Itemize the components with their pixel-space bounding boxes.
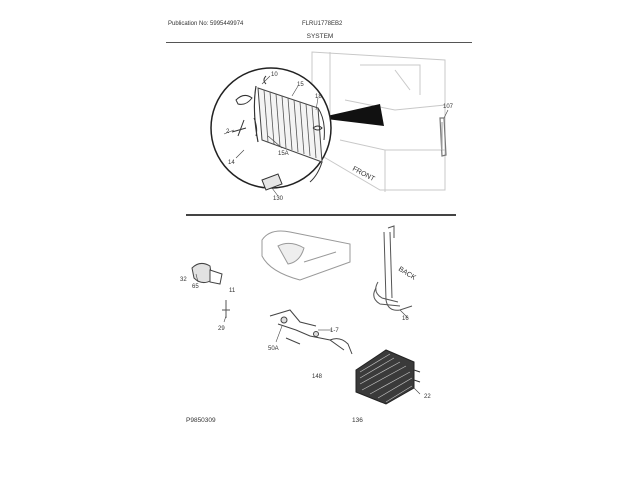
label-15a: 15A bbox=[278, 151, 289, 157]
section-divider bbox=[186, 214, 456, 216]
bottom-duct-assembly bbox=[262, 231, 350, 280]
back-label: BACK bbox=[396, 265, 417, 282]
diagram-code: P9850309 bbox=[186, 417, 216, 424]
publication-number: Publication No: 5995449974 bbox=[168, 21, 244, 27]
label-11: 11 bbox=[229, 288, 236, 294]
label-10: 10 bbox=[271, 72, 278, 78]
label-50a: 50A bbox=[268, 346, 279, 352]
part-50a-tubing bbox=[270, 310, 352, 354]
label-2: 2 bbox=[226, 129, 230, 135]
label-1-7: 1-7 bbox=[330, 328, 339, 334]
label-65: 65 bbox=[192, 284, 199, 290]
model-number: FLRU1778EB2 bbox=[302, 21, 343, 27]
label-148: 148 bbox=[312, 374, 323, 380]
front-label: FRONT bbox=[351, 165, 376, 184]
evaporator-coil bbox=[356, 350, 420, 404]
part-29-rod bbox=[222, 300, 230, 318]
part-32-65 bbox=[192, 263, 222, 284]
label-15: 15 bbox=[297, 82, 304, 88]
label-29: 29 bbox=[218, 326, 225, 332]
label-18: 18 bbox=[315, 94, 322, 100]
label-130: 130 bbox=[273, 196, 284, 202]
label-16: 16 bbox=[402, 316, 409, 322]
label-32: 32 bbox=[180, 277, 187, 283]
section-title: SYSTEM bbox=[306, 33, 334, 40]
footer-part-ref: 136 bbox=[352, 417, 363, 424]
label-14: 14 bbox=[228, 160, 235, 166]
label-22: 22 bbox=[424, 394, 431, 400]
label-107: 107 bbox=[443, 104, 454, 110]
